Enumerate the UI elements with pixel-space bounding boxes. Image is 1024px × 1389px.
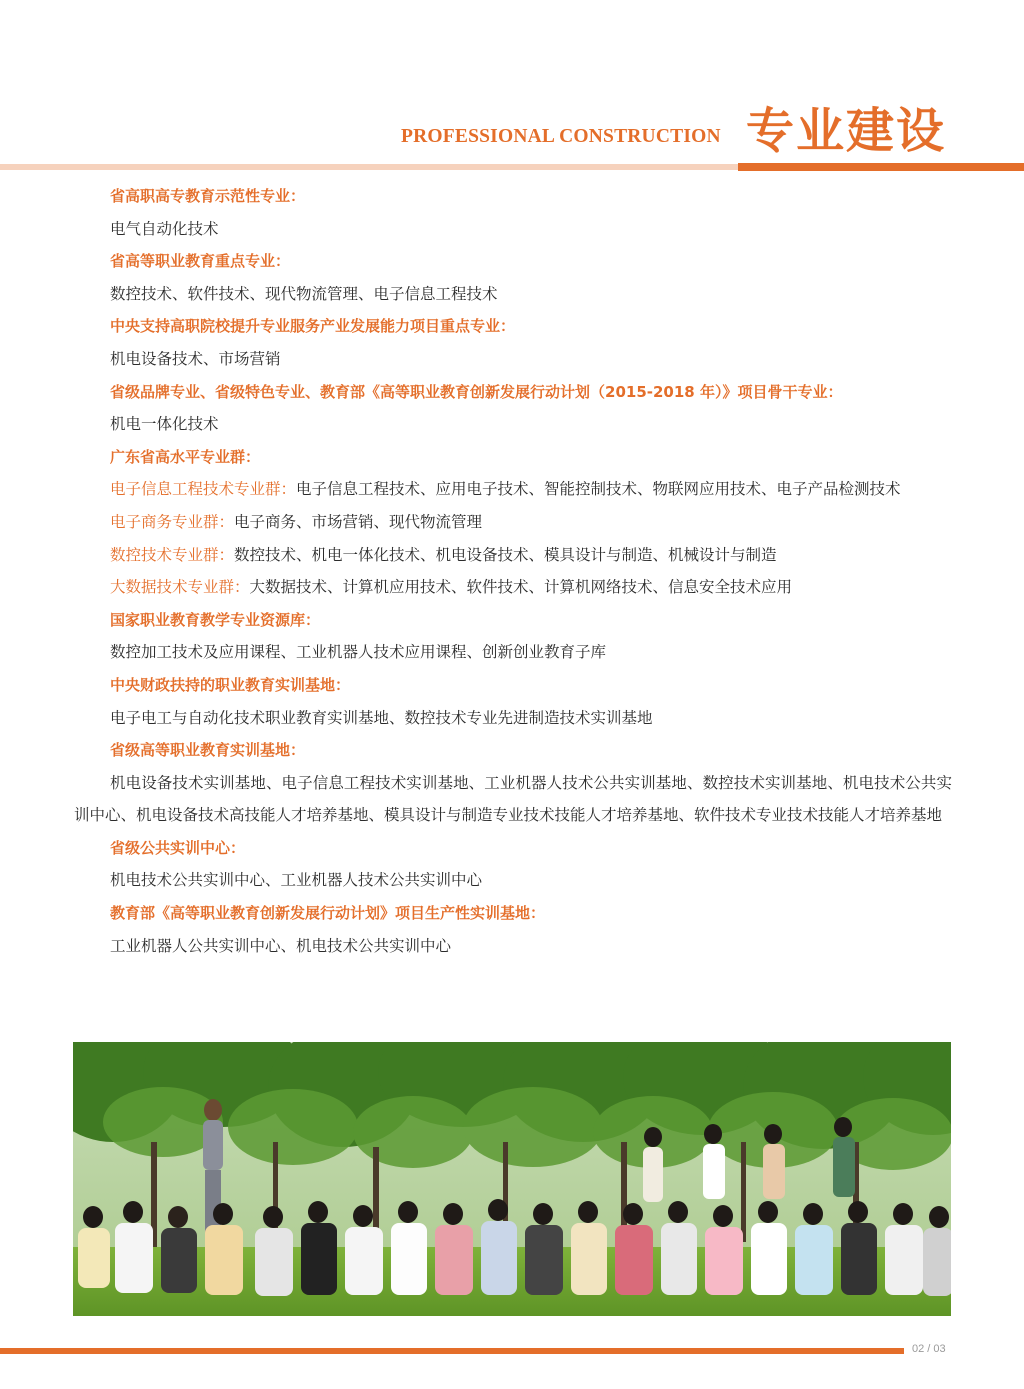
group-text: 数控技术、机电一体化技术、机电设备技术、模具设计与制造、机械设计与制造 xyxy=(234,545,777,564)
section-body: 电子电工与自动化技术职业教育实训基地、数控技术专业先进制造技术实训基地 xyxy=(110,708,653,727)
section-heading: 省级高等职业教育实训基地： xyxy=(110,741,306,760)
header-title-en: PROFESSIONAL CONSTRUCTION xyxy=(401,126,721,147)
page-header xyxy=(0,0,1024,172)
group-paragraph xyxy=(74,539,952,572)
header-rule-light xyxy=(0,164,740,170)
group-label: 数控技术专业群： xyxy=(110,545,235,564)
section-body: 机电技术公共实训中心、工业机器人技术公共实训中心 xyxy=(110,871,483,890)
section-body: 机电设备技术、市场营销 xyxy=(110,349,281,368)
section-heading: 教育部《高等职业教育创新发展行动计划》项目生产性实训基地： xyxy=(110,904,546,923)
group-label: 大数据技术专业群： xyxy=(110,578,250,597)
section-heading: 中央财政扶持的职业教育实训基地： xyxy=(110,675,351,694)
group-text: 电子商务、市场营销、现代物流管理 xyxy=(234,512,483,531)
section-body: 数控技术、软件技术、现代物流管理、电子信息工程技术 xyxy=(110,284,498,303)
section-heading: 中央支持高职院校提升专业服务产业发展能力项目重点专业： xyxy=(110,317,516,336)
group-paragraph xyxy=(74,506,952,539)
group-label: 电子信息工程技术专业群： xyxy=(110,480,297,499)
section-heading: 省级公共实训中心： xyxy=(110,838,246,857)
group-paragraph xyxy=(74,473,952,506)
section-body: 机电一体化技术 xyxy=(110,415,219,434)
section-body: 数控加工技术及应用课程、工业机器人技术应用课程、创新创业教育子库 xyxy=(110,643,607,662)
section-body: 电气自动化技术 xyxy=(110,219,219,238)
section-heading: 国家职业教育教学专业资源库： xyxy=(110,610,321,629)
header-title-cn: 专业建设 xyxy=(746,103,947,159)
group-label: 电子商务专业群： xyxy=(110,512,235,531)
campus-photo xyxy=(73,1042,951,1316)
footer-rule xyxy=(0,1348,904,1354)
section-body: 工业机器人公共实训中心、机电技术公共实训中心 xyxy=(110,936,452,955)
section-heading: 广东省高水平专业群： xyxy=(110,447,261,466)
content xyxy=(74,180,952,962)
page-number: 02 / 03 xyxy=(912,1343,946,1355)
section-heading: 省高等职业教育重点专业： xyxy=(110,252,291,271)
section-body: 机电设备技术实训基地、电子信息工程技术实训基地、工业机器人技术公共实训基地、数控技术实训基地、机电技术公共实训中心、机电设备技术高技能人才培养基地、模具设计与制造专业技术技能人才培养基地、软件技术专业技术技能人才培养基地 xyxy=(74,773,952,825)
section-heading: 省级品牌专业、省级特色专业、教育部《高等职业教育创新发展行动计划（2015-2018 年）》项目骨干专业： xyxy=(110,382,843,401)
section-heading: 省高职高专教育示范性专业： xyxy=(110,187,306,205)
group-paragraph xyxy=(74,571,952,604)
group-text: 大数据技术、计算机应用技术、软件技术、计算机网络技术、信息安全技术应用 xyxy=(249,578,793,597)
header-rule-accent xyxy=(738,163,1024,171)
group-text: 电子信息工程技术、应用电子技术、智能控制技术、物联网应用技术、电子产品检测技术 xyxy=(296,480,901,499)
